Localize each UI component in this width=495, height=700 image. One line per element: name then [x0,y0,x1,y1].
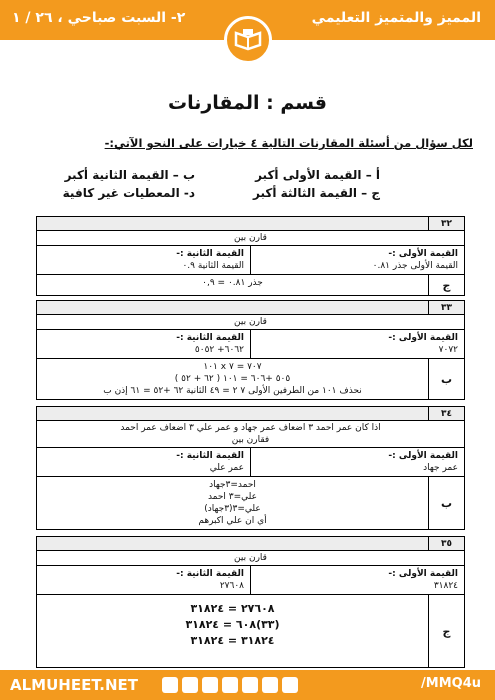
answer-row [37,275,464,295]
header-title: المميز والمتميز التعليمي [311,10,481,26]
solution-line: ٢٧٦٠٨ = ٣١٨٢٤ [190,602,275,615]
question-columns [37,566,464,595]
section-title: قسم : المقارنات [168,92,327,114]
question-stem [37,421,464,448]
question-header [37,537,464,551]
question-columns [37,246,464,275]
question-stem-line: فقارن بين [231,435,270,445]
telegram-icon[interactable] [242,677,258,693]
question-box [36,406,465,530]
first-value-label: القيمة الأولى :- [388,451,458,461]
question-columns [37,330,464,359]
question-box [36,300,465,400]
second-value-cell [37,330,250,358]
question-stem-line: اذا كان عمر احمد ٣ اضعاف عمر جهاد و عمر علي ٣ اضعاف عمر احمد [120,423,381,433]
first-value-cell [250,246,464,274]
first-value: عمر جهاد [423,463,458,473]
second-value-label: القيمة الثانية :- [176,249,244,259]
solution [37,595,428,667]
book-logo-icon [224,16,272,64]
second-value: ٢٧٦٠٨ [219,581,244,591]
question-box [36,536,465,668]
solution-line: ٣١٨٢٤ = ٣١٨٢٤ [190,634,275,647]
answer-letter: ج [428,595,464,667]
solution-line: ٧٠٧ = ٧ x ١٠١ [203,362,262,372]
option-c: ج – القيمة الثالثة أكبر [253,186,380,200]
header-date: ٢- السبت صباحي ، ٢٦ / ١ [12,10,186,26]
question-columns [37,448,464,477]
first-value-label: القيمة الأولى :- [388,333,458,343]
whatsapp-icon[interactable] [282,677,298,693]
option-a: أ – القيمة الأولى أكبر [255,168,380,182]
second-value-label: القيمة الثانية :- [176,333,244,343]
question-number: ٣٢ [428,217,464,230]
twitter-icon[interactable] [182,677,198,693]
question-header [37,407,464,421]
footer-handle: /MMQ4u [421,676,481,691]
solution [37,359,428,399]
first-value: ٧٠٧٢ [438,345,458,355]
youtube-icon[interactable] [202,677,218,693]
question-number: ٣٥ [428,537,464,550]
solution-line: أي ان علي اكبرهم [198,516,267,526]
solution-line: علي=٣(٣جهاد) [204,504,261,514]
answer-row [37,595,464,667]
second-value: ٦٠٦٢+ ٥٠٥٢ [194,345,244,355]
first-value: ٣١٨٢٤ [433,581,458,591]
social-icons [162,677,298,693]
answer-letter: ب [428,359,464,399]
footer-site: ALMUHEET.NET [10,676,139,694]
answer-letter: ج [428,275,464,295]
first-value-label: القيمة الأولى :- [388,569,458,579]
first-value: القيمة الأولى جذر ٠.٨١ [372,261,458,271]
question-number: ٣٤ [428,407,464,420]
option-b: ب – القيمة الثانية أكبر [64,168,195,182]
solution-line: جذر ٠.٨١ = ٠,٩ [202,278,263,288]
instagram-icon[interactable] [222,677,238,693]
answer-row [37,359,464,399]
question-stem: قارن بين [37,315,464,330]
second-value-cell [37,566,250,594]
question-stem: قارن بين [37,551,464,566]
second-value: عمر علي [209,463,244,473]
solution-line: ٥٠٥ +٦٠٦ = ١٠١ ( ٦٢ + ٥٢ ) [174,374,291,384]
question-number: ٣٣ [428,301,464,314]
first-value-cell [250,448,464,476]
first-value-label: القيمة الأولى :- [388,249,458,259]
solution-line: علي=٣ احمد [207,492,258,502]
solution-line: احمد=٣جهاد [209,480,256,490]
second-value-label: القيمة الثانية :- [176,451,244,461]
question-header [37,217,464,231]
solution-line: (٣٣)٦٠٨ = ٣١٨٢٤ [185,618,280,631]
facebook-icon[interactable] [162,677,178,693]
solution-line: نحذف ١٠١ من الطرفين الأولى ٧ ٢ = ٤٩ الثانية ٦٢ +٥٢ = ٦١ إذن ب [103,386,362,396]
first-value-cell [250,330,464,358]
question-header [37,301,464,315]
question-box [36,216,465,296]
second-value-label: القيمة الثانية :- [176,569,244,579]
instruction: لكل سؤال من أسئلة المقارنات التالية ٤ خيارات على النحو الآتي:- [104,136,473,150]
solution [37,477,428,529]
option-d: د- المعطيات غير كافية [62,186,195,200]
answer-row [37,477,464,529]
snapchat-icon[interactable] [262,677,278,693]
first-value-cell [250,566,464,594]
question-stem: قارن بين [37,231,464,246]
second-value-cell [37,448,250,476]
footer-bar [0,670,495,700]
solution [37,275,428,295]
answer-letter: ب [428,477,464,529]
second-value: القيمة الثانية ٠.٩ [182,261,244,271]
second-value-cell [37,246,250,274]
